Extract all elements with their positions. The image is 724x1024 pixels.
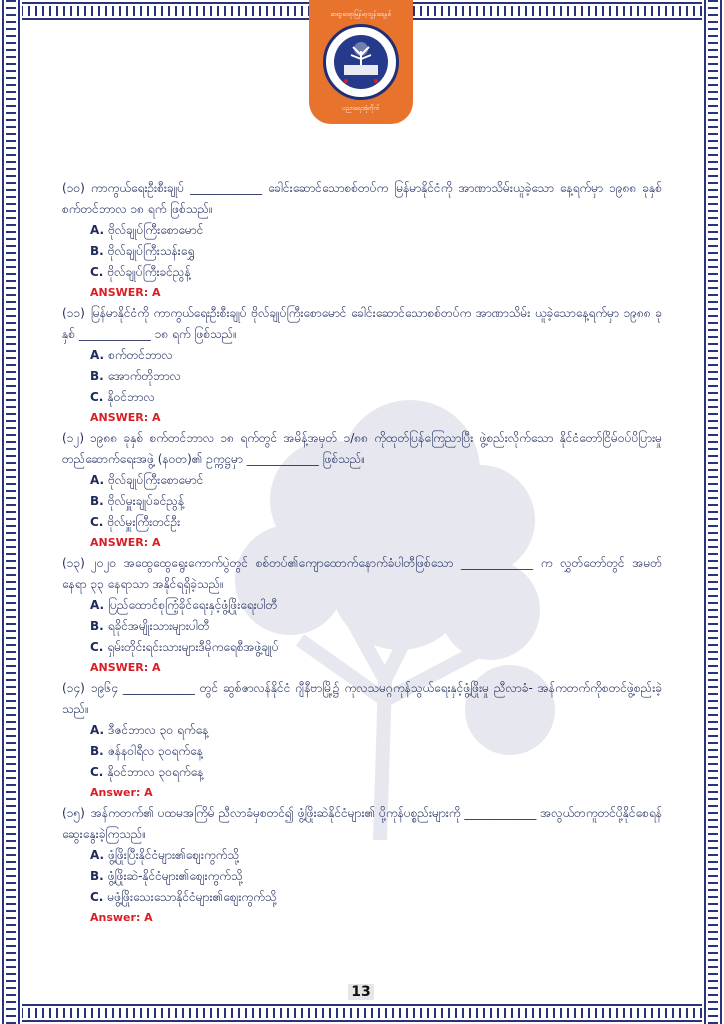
option-text: ဗိုလ်ချုပ်ကြီးစောမောင် [108, 223, 204, 237]
question-body: ၂၀၂၀ အထွေထွေရွေးကောက်ပွဲတွင် စစ်တပ်၏ကျောထောက်နောက်ခံပါတီဖြစ်သော ____________ က လွှတ်တော်တွင် အမတ်နေရာ ၃၃ နေရာသာ အနိုင်ရရှိခဲ့သည်။ [62, 556, 662, 591]
answer-key: ANSWER: A [90, 286, 161, 299]
answer-option [90, 866, 662, 887]
answer-key: Answer: A [90, 786, 153, 799]
option-letter: B. [90, 619, 104, 633]
option-letter: C. [90, 515, 104, 529]
question-item [62, 428, 662, 553]
option-text: ဗိုလ်မှူးကြီးတင်ဦး [107, 515, 181, 529]
answer-key: ANSWER: A [90, 536, 161, 549]
question-item [62, 803, 662, 928]
option-letter: A. [90, 723, 105, 737]
answer-option [90, 470, 662, 491]
question-number: (၁၂) [62, 431, 85, 445]
option-text: ဖွံ့ဖြိုးပြီးနိုင်ငံများ၏စျေးကွက်သို့ [108, 848, 239, 862]
answer-option [90, 220, 662, 241]
question-text [62, 678, 662, 720]
answer-option [90, 637, 662, 658]
answer-option [90, 887, 662, 908]
logo-banner [309, 0, 413, 124]
answer-key: ANSWER: A [90, 661, 161, 674]
page-border-left [0, 0, 22, 1024]
question-number: (၁၁) [62, 306, 85, 320]
question-text [62, 553, 662, 595]
question-number: (၁၅) [62, 806, 85, 820]
answer-option [90, 345, 662, 366]
question-text [62, 803, 662, 845]
option-letter: B. [90, 869, 104, 883]
question-item [62, 178, 662, 303]
answer-option [90, 366, 662, 387]
page-border-right [702, 0, 724, 1024]
option-text: ဖွံ့ဖြိုးဆဲ-နိုင်ငံများ၏စျေးကွက်သို့ [107, 869, 243, 883]
option-letter: C. [90, 890, 104, 904]
question-number: (၁၄) [62, 681, 85, 695]
answer-option [90, 262, 662, 283]
option-text: နိုဝင်ဘာလ ၃၀ရက်နေ့ [107, 765, 204, 779]
option-letter: C. [90, 390, 104, 404]
answer-option [90, 512, 662, 533]
tree-icon [334, 35, 388, 89]
option-text: ဗိုလ်ချုပ်ကြီးစောမောင် [108, 473, 204, 487]
page-number: 13 [336, 984, 386, 1000]
option-text: ရခိုင်အမျိုးသားများပါတီ [107, 619, 210, 633]
question-number: (၁၀) [62, 181, 85, 195]
question-body: ၁၉၆၄ ____________ တွင် ဆွစ်ဇာလန်နိုင်ငံ ဂျီနီဗာမြို့၌ ကုလသမဂ္ဂကုန်သွယ်ရေးနှင့်ဖွံ့ဖြိုးမှု ညီလာခံ- အန်ကတက်ကိုစတင်ဖွဲ့စည်းခဲ့သည်။ [62, 681, 662, 716]
answer-option [90, 387, 662, 408]
option-text: ရှမ်းတိုင်းရင်းသားများဒီမိုကရေစီအဖွဲ့ချုပ် [107, 640, 279, 654]
option-text: ဗိုလ်ချုပ်ကြီးသန်းရွှေ [107, 244, 195, 258]
option-letter: A. [90, 223, 105, 237]
question-body: မြန်မာနိုင်ငံကို ကာကွယ်ရေးဦးစီးချုပ် ဗိုလ်ချုပ်ကြီးစောမောင် ခေါင်းဆောင်သောစစ်တပ်က အာဏာသိမ်း ယူခဲ့သောနေ့ရက်မှာ ၁၉၈၈ ခုနှစ် ____________ ၁၈ ရက် ဖြစ်သည်။ [62, 306, 662, 341]
logo-bottom-text: ပညာရေးအုံတိုက် [342, 105, 380, 112]
answer-key: ANSWER: A [90, 411, 161, 424]
question-body: ကာကွယ်ရေးဦးစီးချုပ် ____________ ခေါင်းဆောင်သောစစ်တပ်က မြန်မာနိုင်ငံကို အာဏာသိမ်းယူခဲ့သော နေ့ရက်မှာ ၁၉၈၈ ခုနှစ် စက်တင်ဘာလ ၁၈ ရက် ဖြစ်သည်။ [62, 181, 662, 216]
answer-key: Answer: A [90, 911, 153, 924]
option-text: ဒီဇင်ဘာလ ၃၀ ရက်နေ့ [108, 723, 209, 737]
question-item [62, 678, 662, 803]
question-text [62, 303, 662, 345]
answer-option [90, 491, 662, 512]
option-text: အောက်တိုဘာလ [107, 369, 181, 383]
option-text: ဇန်နဝါရီလ ၃၀ရက်နေ့ [107, 744, 203, 758]
answer-option [90, 720, 662, 741]
option-text: ဗိုလ်ချုပ်ကြီးခင်ညွန့် [107, 265, 191, 279]
option-text: ဗိုလ်မှူးချုပ်ခင်ညွန့် [107, 494, 185, 508]
option-letter: B. [90, 244, 104, 258]
option-text: နိုဝင်ဘာလ [107, 390, 155, 404]
answer-option [90, 241, 662, 262]
option-letter: B. [90, 494, 104, 508]
option-text: စက်တင်ဘာလ [108, 348, 173, 362]
option-letter: C. [90, 265, 104, 279]
option-letter: A. [90, 348, 105, 362]
option-letter: A. [90, 598, 105, 612]
option-letter: B. [90, 369, 104, 383]
logo [323, 24, 399, 100]
option-text: ပြည်ထောင်စုကြံ့ခိုင်ရေးနှင့်ဖွံ့ဖြိုးရေးပါတီ [108, 598, 278, 612]
option-letter: C. [90, 765, 104, 779]
option-text: မဖွံ့ဖြိုးသေးသောနိုင်ငံများ၏စျေးကွက်သို့ [107, 890, 277, 904]
answer-option [90, 616, 662, 637]
option-letter: B. [90, 744, 104, 758]
question-body: ၁၉၈၈ ခုနှစ် စက်တင်ဘာလ ၁၈ ရက်တွင် အမိန့်အမှတ် ၁/၈၈ ကိုထုတ်ပြန်ကြေညာပြီး ဖွဲ့စည်းလိုက်သော နိုင်ငံတော်ငြိမ်ဝပ်ပိပြားမှုတည်ဆောက်ရေးအဖွဲ့ (နဝတ)၏ ဥက္ကဋ္ဌမှာ ____________ ဖြစ်သည်။ [62, 431, 662, 466]
answer-option [90, 845, 662, 866]
option-letter: C. [90, 640, 104, 654]
question-text [62, 428, 662, 470]
question-body: အန်ကတက်၏ ပထမအကြိမ် ညီလာခံမှစတင်၍ ဖွံ့ဖြိုးဆဲနိုင်ငံများ၏ ပို့ကုန်ပစ္စည်းများကို ____________ အလွယ်တကူတင်ပို့နိုင်စေရန် ဆွေးနွေးခဲ့ကြသည်။ [62, 806, 662, 841]
question-list [62, 178, 662, 928]
question-item [62, 303, 662, 428]
answer-option [90, 595, 662, 616]
question-item [62, 553, 662, 678]
option-letter: A. [90, 473, 105, 487]
page-border-bottom [0, 1002, 724, 1024]
option-letter: A. [90, 848, 105, 862]
logo-top-text: ဆရာ့ဆရာမြန်မာ့ထွန်းရေနစ် [330, 11, 392, 18]
answer-option [90, 762, 662, 783]
question-text [62, 178, 662, 220]
question-number: (၁၃) [62, 556, 85, 570]
answer-option [90, 741, 662, 762]
